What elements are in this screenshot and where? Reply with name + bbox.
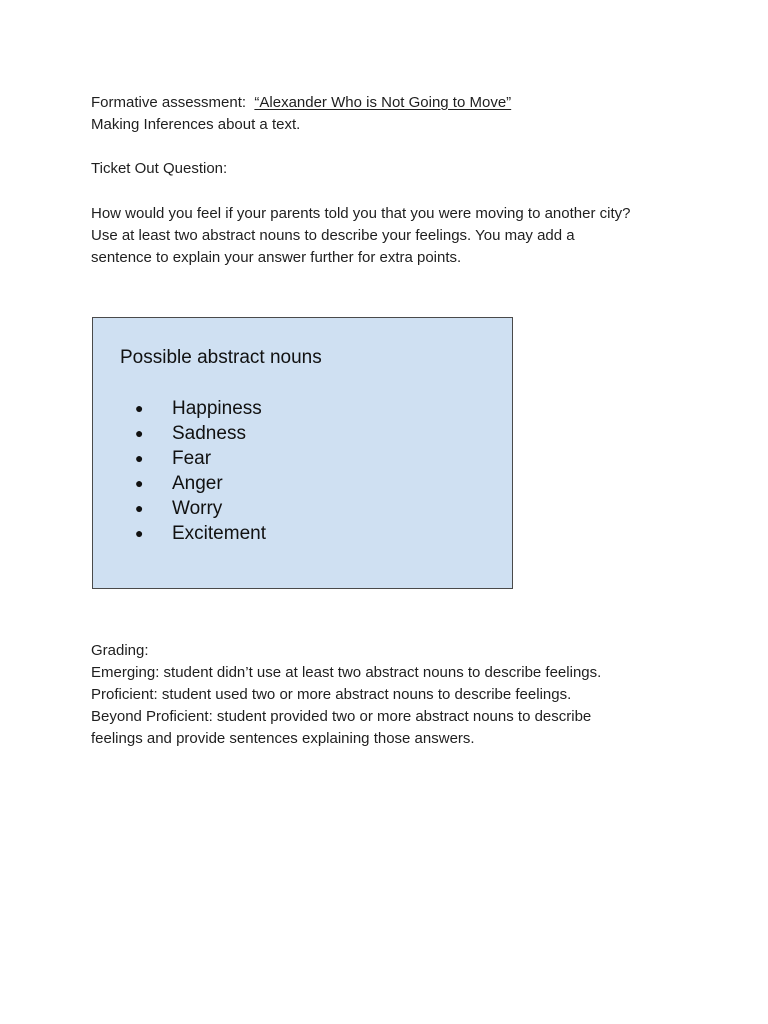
list-item — [135, 496, 266, 521]
question-line-2: Use at least two abstract nouns to describe your feelings. You may add a — [91, 227, 575, 244]
grading-label: Grading: — [91, 642, 149, 659]
grading-line-1: Emerging: student didn’t use at least two abstract nouns to describe feelings. — [91, 664, 602, 681]
bullet-icon: ● — [135, 400, 144, 416]
list-item-label: Worry — [172, 498, 223, 519]
assessment-title: “Alexander Who is Not Going to Move” — [254, 94, 512, 111]
question-line-3: sentence to explain your answer further for extra points. — [91, 249, 462, 266]
bullet-icon: ● — [135, 425, 144, 441]
subtitle: Making Inferences about a text. — [91, 116, 301, 133]
grading-line-3: Beyond Proficient: student provided two or more abstract nouns to describe — [91, 708, 592, 725]
bullet-icon: ● — [135, 500, 144, 516]
list-item — [135, 446, 266, 471]
list-item — [135, 396, 266, 421]
grading-line-2: Proficient: student used two or more abstract nouns to describe feelings. — [91, 686, 572, 703]
bullet-icon: ● — [135, 525, 144, 541]
abstract-nouns-box — [92, 317, 513, 589]
list-item-label: Fear — [172, 448, 212, 469]
assessment-prefix: Formative assessment: — [91, 94, 255, 111]
box-heading: Possible abstract nouns — [120, 347, 322, 368]
bullet-icon: ● — [135, 450, 144, 466]
list-item-label: Happiness — [172, 398, 262, 419]
list-item — [135, 421, 266, 446]
assessment-line — [91, 92, 511, 114]
list-item — [135, 471, 266, 496]
abstract-nouns-list — [135, 396, 266, 546]
list-item-label: Sadness — [172, 423, 246, 444]
list-item — [135, 521, 266, 546]
list-item-label: Excitement — [172, 523, 266, 544]
bullet-icon: ● — [135, 475, 144, 491]
question-line-1: How would you feel if your parents told you that you were moving to another city? — [91, 205, 631, 222]
grading-line-4: feelings and provide sentences explaining those answers. — [91, 730, 475, 747]
list-item-label: Anger — [172, 473, 223, 494]
ticket-label: Ticket Out Question: — [91, 160, 228, 177]
